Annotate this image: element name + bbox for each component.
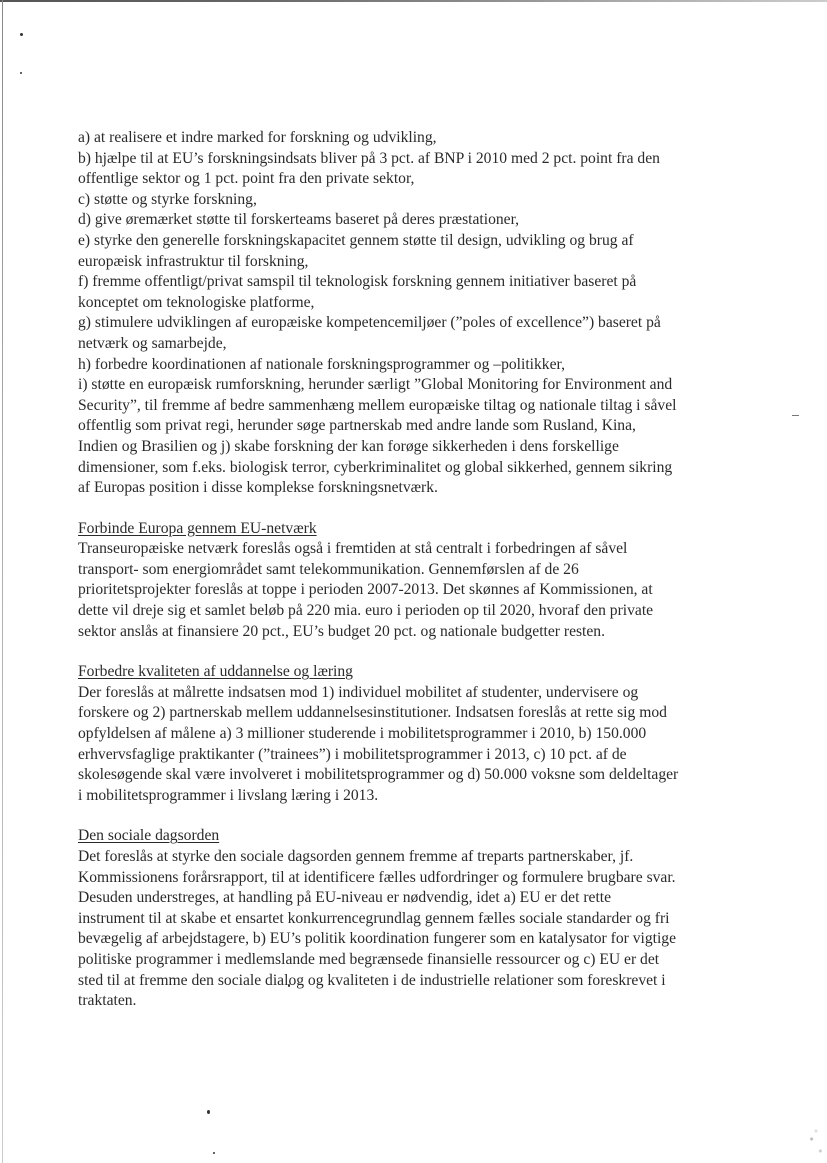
list-line: c) støtte og styrke forskning, [78,190,257,208]
paragraph-line: Kommissionens forårsrapport, til at identificere fælles udfordringer og formulere brugbare svar. [78,868,676,886]
list-line: b) hjælpe til at EU’s forskningsindsats bliver på 3 pct. af BNP i 2010 med 2 pct. point fra den [78,149,660,167]
list-line: Indien og Brasilien og j) skabe forskning der kan forøge sikkerheden i dens forskellige [78,437,619,455]
paragraph-line: Der foreslås at målrette indsatsen mod 1) individuel mobilitet af studenter, undervisere og [78,683,639,701]
paragraph-line: transport- som energiområdet samt telekommunikation. Gennemførslen af de 26 [78,560,579,578]
list-line: h) forbedre koordinationen af nationale forskningsprogrammer og –politikker, [78,355,565,373]
scan-speck [213,1152,215,1154]
list-line: af Europas position i disse komplekse forskningsnetværk. [78,479,438,497]
list-line: europæisk infrastruktur til forskning, [78,252,309,270]
section-heading: Forbedre kvaliteten af uddannelse og læring [78,663,353,681]
paragraph-line: politiske programmer i medlemslande med begrænsede finansielle ressourcer og c) EU er det [78,950,660,968]
section-social-agenda [78,826,746,1011]
list-line: dimensioner, som f.eks. biologisk terror, cyberkriminalitet og global sikkerhed, gennem sikring [78,458,673,476]
list-line: offentlig som privat regi, herunder søge partnerskab med andre lande som Rusland, Kina, [78,417,636,435]
section-education-quality [78,662,746,806]
paragraph-line: erhvervsfaglige praktikanter (”trainees”) i mobilitetsprogrammer i 2013, c) 10 pct. af de [78,745,627,763]
paragraph-line: dette vil dreje sig et samlet beløb på 220 mia. euro i perioden op til 2020, hvoraf den private [78,602,654,620]
scan-corner-noise [805,1123,827,1163]
list-line: Security”, til fremme af bedre sammenhæng mellem europæiske tiltag og nationale tiltag i såvel [78,396,677,414]
paragraph-line: prioritetsprojekter foreslås at toppe i perioden 2007-2013. Det skønnes af Kommissionen, at [78,581,653,599]
paragraph-line: Desuden understreges, at handling på EU-niveau er nødvendig, idet a) EU er det rette [78,889,612,907]
paragraph-line: Transeuropæiske netværk foreslås også i fremtiden at stå centralt i forbedringen af såvel [78,540,628,558]
paragraph-line: forskere og 2) partnerskab mellem uddannelsesinstitutioner. Indsatsen foreslås at rette sig mod [78,704,667,722]
margin-mark [792,415,799,416]
scan-left-edge [2,0,3,1163]
paragraph-line: traktaten. [78,992,137,1010]
list-line: d) give øremærket støtte til forskerteams baseret på deres præstationer, [78,211,520,229]
paragraph-line: instrument til at skabe et ensartet konkurrencegrundlag gennem fælles sociale standarder og fri [78,909,670,927]
document-page [78,128,746,1012]
paragraph-line: bevægelig af arbejdstagere, b) EU’s politik koordination fungerer som en katalysator for vigtige [78,930,677,948]
scan-top-edge [0,0,827,2]
paragraph-line: skolesøgende skal være involveret i mobilitetsprogrammer og d) 50.000 voksne som deldeltager [78,766,679,784]
paragraph-line: sted til at fremme den sociale dialog og kvaliteten i de industrielle relationer som foreskrevet i [78,971,666,989]
paragraph-line: opfyldelsen af målene a) 3 millioner studerende i mobilitetsprogrammer i 2010, b) 150.000 [78,725,647,743]
scan-speck [207,1110,210,1114]
paragraph-line: sektor anslås at finansiere 20 pct., EU’s budget 20 pct. og nationale budgetter resten. [78,622,606,640]
paragraph-line: Det foreslås at styrke den sociale dagsorden gennem fremme af treparts partnerskaber, jf. [78,848,634,865]
section-eu-networks [78,519,746,643]
list-line: f) fremme offentligt/privat samspil til teknologisk forskning gennem initiativer baseret på [78,273,637,291]
scan-speck [20,72,22,74]
scan-speck [20,33,23,36]
list-line: a) at realisere et indre marked for forskning og udvikling, [78,129,437,146]
list-line: netværk og samarbejde, [78,334,227,352]
list-line: konceptet om teknologiske platforme, [78,293,315,311]
list-line: g) stimulere udviklingen af europæiske kompetencemiljøer (”poles of excellence”) baseret på [78,314,661,332]
section-heading: Forbinde Europa gennem EU-netværk [78,519,317,537]
list-line: offentlige sektor og 1 pct. point fra den private sektor, [78,170,415,188]
section-heading: Den sociale dagsorden [78,827,220,845]
objectives-list [78,128,746,499]
list-line: e) styrke den generelle forskningskapacitet gennem støtte til design, udvikling og brug af [78,231,634,249]
paragraph-line: i mobilitetsprogrammer i livslang læring i 2013. [78,786,379,804]
list-line: i) støtte en europæisk rumforskning, herunder særligt ”Global Monitoring for Environment and [78,376,673,394]
